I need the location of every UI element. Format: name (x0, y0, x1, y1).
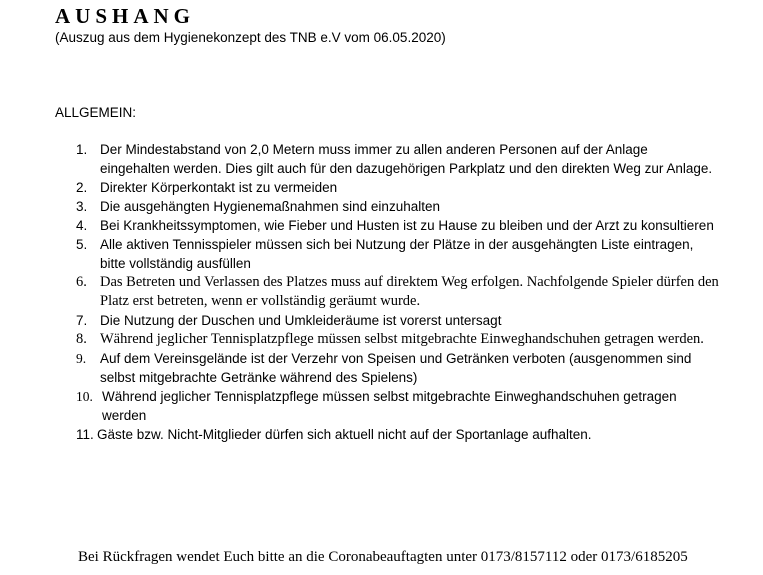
list-item (0, 140, 720, 178)
item-text: Alle aktiven Tennisspieler müssen sich bei Nutzung der Plätze in der ausgehängten Liste eintragen, bitte vollständig ausfüllen (100, 237, 694, 271)
item-text: Auf dem Vereinsgelände ist der Verzehr von Speisen und Getränken verboten (ausgenommen sind selbst mitgebrachte Getränke während des Spielens) (100, 351, 692, 385)
item-number: 10. (76, 389, 93, 404)
section-heading: ALLGEMEIN: (55, 105, 137, 120)
list-item (0, 330, 720, 349)
list-item (0, 216, 720, 235)
contact-footer: Bei Rückfragen wendet Euch bitte an die Coronabeauftagten unter 0173/8157112 oder 0173/6185205 (78, 549, 688, 565)
list-item (0, 273, 720, 311)
item-text: Während jeglicher Tennisplatzpflege müssen selbst mitgebrachte Einweghandschuhen getragen werden. (100, 331, 704, 347)
item-text: Gäste bzw. Nicht-Mitglieder dürfen sich aktuell nicht auf der Sportanlage aufhalten. (97, 427, 592, 442)
item-number: 11. (76, 427, 94, 442)
item-text: Während jeglicher Tennisplatzpflege müssen selbst mitgebrachte Einweghandschuhen getragen werden (102, 389, 677, 423)
rules-list (0, 140, 763, 444)
list-item (0, 235, 720, 273)
list-item (0, 197, 720, 216)
item-number: 3. (76, 199, 88, 214)
list-item (0, 311, 720, 330)
item-text: Die Nutzung der Duschen und Umkleideräume ist vorerst untersagt (100, 313, 502, 328)
item-number: 8. (76, 331, 87, 347)
item-number: 6. (76, 274, 87, 290)
item-number: 9. (76, 351, 87, 366)
item-text: Das Betreten und Verlassen des Platzes muss auf direktem Weg erfolgen. Nachfolgende Spieler dürfen den Platz erst betreten, wenn er vollständig geräumt wurde. (100, 274, 719, 309)
item-text: Die ausgehängten Hygienemaßnahmen sind einzuhalten (100, 199, 440, 214)
page-title: AUSHANG (55, 4, 196, 28)
item-number: 2. (76, 180, 88, 195)
subtitle: (Auszug aus dem Hygienekonzept des TNB e.V vom 06.05.2020) (55, 30, 446, 45)
item-text: Der Mindestabstand von 2,0 Metern muss immer zu allen anderen Personen auf der Anlage eingehalten werden. Dies gilt auch für den dazugehörigen Parkplatz und den direkten Weg zur Anlage. (100, 142, 713, 176)
list-item (0, 387, 722, 425)
list-item (0, 425, 717, 444)
list-item (0, 178, 720, 197)
list-item (0, 349, 720, 387)
item-number: 4. (76, 218, 88, 233)
item-text: Bei Krankheitssymptomen, wie Fieber und Husten ist zu Hause zu bleiben und der Arzt zu konsultieren (100, 218, 714, 233)
item-text: Direkter Körperkontakt ist zu vermeiden (100, 180, 338, 195)
item-number: 5. (76, 237, 88, 252)
item-number: 1. (76, 142, 88, 157)
item-number: 7. (76, 313, 88, 328)
